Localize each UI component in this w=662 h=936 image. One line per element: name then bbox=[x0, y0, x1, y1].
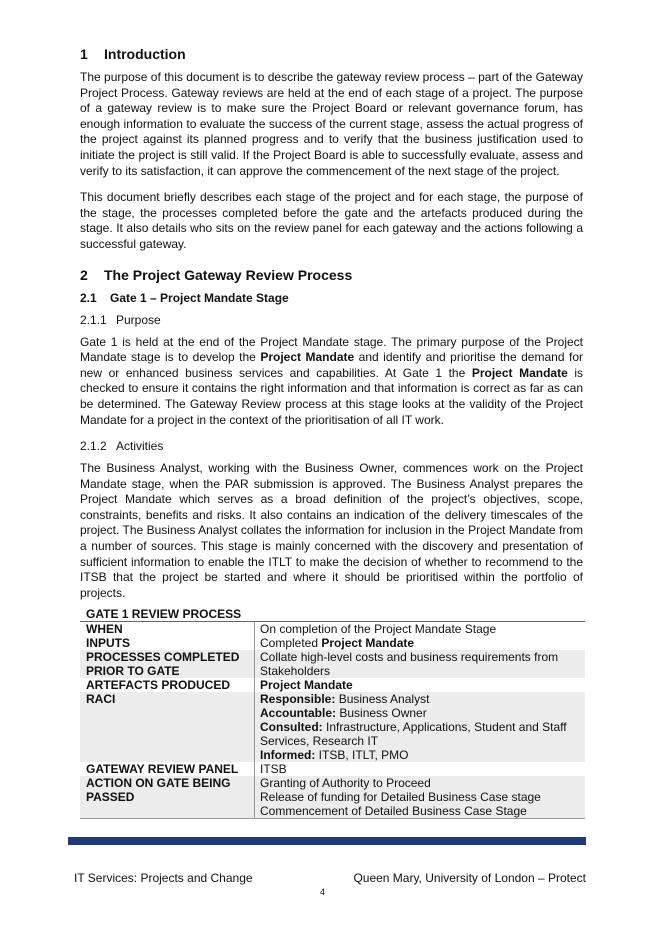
section-2-1-1-heading bbox=[80, 313, 583, 327]
section-number: 1 bbox=[80, 46, 88, 62]
action-item: Release of funding for Detailed Business Case stage bbox=[260, 790, 541, 805]
section-title: Activities bbox=[116, 439, 164, 454]
text-run: is checked to ensure it contains the right information and that information is correct as far as can be determined. The Gateway Review process at this stage looks at the validity of the Project Mandate for a project in the context of the prioritisation of all IT work. bbox=[80, 365, 584, 427]
section-title: Purpose bbox=[116, 312, 161, 327]
section-2-1-heading bbox=[80, 291, 583, 305]
raci-value: ITSB, ITLT, PMO bbox=[315, 748, 409, 763]
intro-paragraph-1: The purpose of this document is to describe the gateway review process – part of the Gateway Project Process. Gateway reviews are held at the end of each stage of a project. The purpose of a gateway review is to make sure the Project Board or relevant governance forum, has enough information to evaluate the success of the current stage, assess the actual progress of the project against its planned progress and to verify that the business justification used to initiate the project is still valid. If the Project Board is able to successfully evaluate, assess and verify to its satisfaction, it can approve the commencement of the next stage of the project. bbox=[80, 70, 583, 178]
raci-label: Informed: bbox=[260, 748, 316, 763]
gate-review-table bbox=[80, 621, 585, 819]
intro-paragraph-2: This document briefly describes each stage of the project and for each stage, the purpose of the stage, the processes completed before the gate and the artefacts produced during the stage. It also details who sits on the review panel for each gateway and the actions following a successful gateway. bbox=[80, 190, 583, 251]
table-row bbox=[80, 650, 585, 678]
bold-term: Project Mandate bbox=[260, 678, 353, 693]
section-number: 2.1.1 bbox=[80, 312, 107, 327]
row-value bbox=[255, 692, 586, 762]
table-row bbox=[80, 692, 585, 762]
table-row bbox=[80, 762, 585, 776]
row-value bbox=[255, 678, 586, 692]
row-value: Collate high-level costs and business requirements from Stakeholders bbox=[255, 650, 586, 678]
action-item: Granting of Authority to Proceed bbox=[260, 776, 431, 791]
row-value: On completion of the Project Mandate Stage bbox=[255, 622, 586, 637]
row-label: ARTEFACTS PRODUCED bbox=[86, 678, 231, 693]
row-label: RACI bbox=[80, 692, 255, 762]
section-1-heading bbox=[80, 46, 583, 62]
raci-label: Responsible: bbox=[260, 692, 336, 707]
raci-responsible bbox=[260, 692, 581, 706]
table-row bbox=[80, 622, 585, 637]
row-value bbox=[255, 636, 586, 650]
raci-value: Infrastructure, Applications, Student and Staff Services, Research IT bbox=[260, 720, 567, 749]
text-run: and identify and prioritise the demand for new or enhanced business services and capabilities. At Gate 1 the bbox=[80, 350, 583, 380]
row-label: WHEN bbox=[80, 622, 255, 637]
footer-rule bbox=[68, 837, 586, 845]
footer-right-text: Queen Mary, University of London – Protect bbox=[353, 871, 586, 885]
page-number: 4 bbox=[320, 887, 326, 897]
activities-paragraph: The Business Analyst, working with the Business Owner, commences work on the Project Mandate stage, when the PAR submission is approved. The Business Analyst prepares the Project Mandate which serves as a broad definition of the project’s objectives, scope, constraints, benefits and risks. It also contains an indication of the delivery timescales of the project. The Business Analyst collates the information for inclusion in the Project Mandate from a number of sources. This stage is mainly concerned with the discovery and presentation of sufficient information to enable the ITLT to make the decision of whether to recommend to the ITSB that the project be started and where it should be prioritised within the portfolio of projects. bbox=[80, 461, 583, 600]
table-row bbox=[80, 636, 585, 650]
table-row bbox=[80, 776, 585, 819]
table-title: GATE 1 REVIEW PROCESS bbox=[86, 607, 242, 622]
raci-label: Consulted: bbox=[260, 720, 323, 735]
section-title: Gate 1 – Project Mandate Stage bbox=[110, 290, 289, 305]
section-title: Introduction bbox=[104, 46, 186, 62]
row-label: ACTION ON GATE BEING PASSED bbox=[80, 776, 255, 819]
section-number: 2.1.2 bbox=[80, 439, 107, 454]
row-value: ITSB bbox=[255, 762, 586, 776]
bold-term: Project Mandate bbox=[260, 350, 355, 365]
section-2-1-2-heading bbox=[80, 439, 583, 453]
document-body bbox=[80, 40, 583, 819]
section-number: 2 bbox=[80, 266, 88, 283]
raci-informed bbox=[260, 748, 581, 762]
row-label: INPUTS bbox=[86, 636, 131, 651]
section-title: The Project Gateway Review Process bbox=[104, 266, 353, 283]
raci-consulted bbox=[260, 720, 581, 748]
raci-value: Business Analyst bbox=[335, 692, 430, 707]
section-2-heading bbox=[80, 267, 583, 283]
row-value bbox=[255, 776, 586, 819]
footer-left-text: IT Services: Projects and Change bbox=[74, 871, 253, 885]
section-number: 2.1 bbox=[80, 290, 97, 305]
table-row bbox=[80, 678, 585, 692]
bold-term: Project Mandate bbox=[471, 365, 568, 380]
raci-label: Accountable: bbox=[260, 706, 337, 721]
purpose-paragraph bbox=[80, 335, 583, 429]
bold-term: Project Mandate bbox=[321, 636, 415, 651]
text-run: Gate 1 is held at the end of the Project Mandate stage. The primary purpose of the Project Mandate stage is to develop the bbox=[80, 334, 583, 365]
row-label: PROCESSES COMPLETED PRIOR TO GATE bbox=[80, 650, 255, 678]
raci-value: Business Owner bbox=[336, 706, 427, 721]
raci-accountable bbox=[260, 706, 581, 720]
text-run: Completed bbox=[260, 636, 322, 651]
action-item: Commencement of Detailed Business Case Stage bbox=[260, 804, 527, 819]
row-label: GATEWAY REVIEW PANEL bbox=[86, 762, 239, 777]
